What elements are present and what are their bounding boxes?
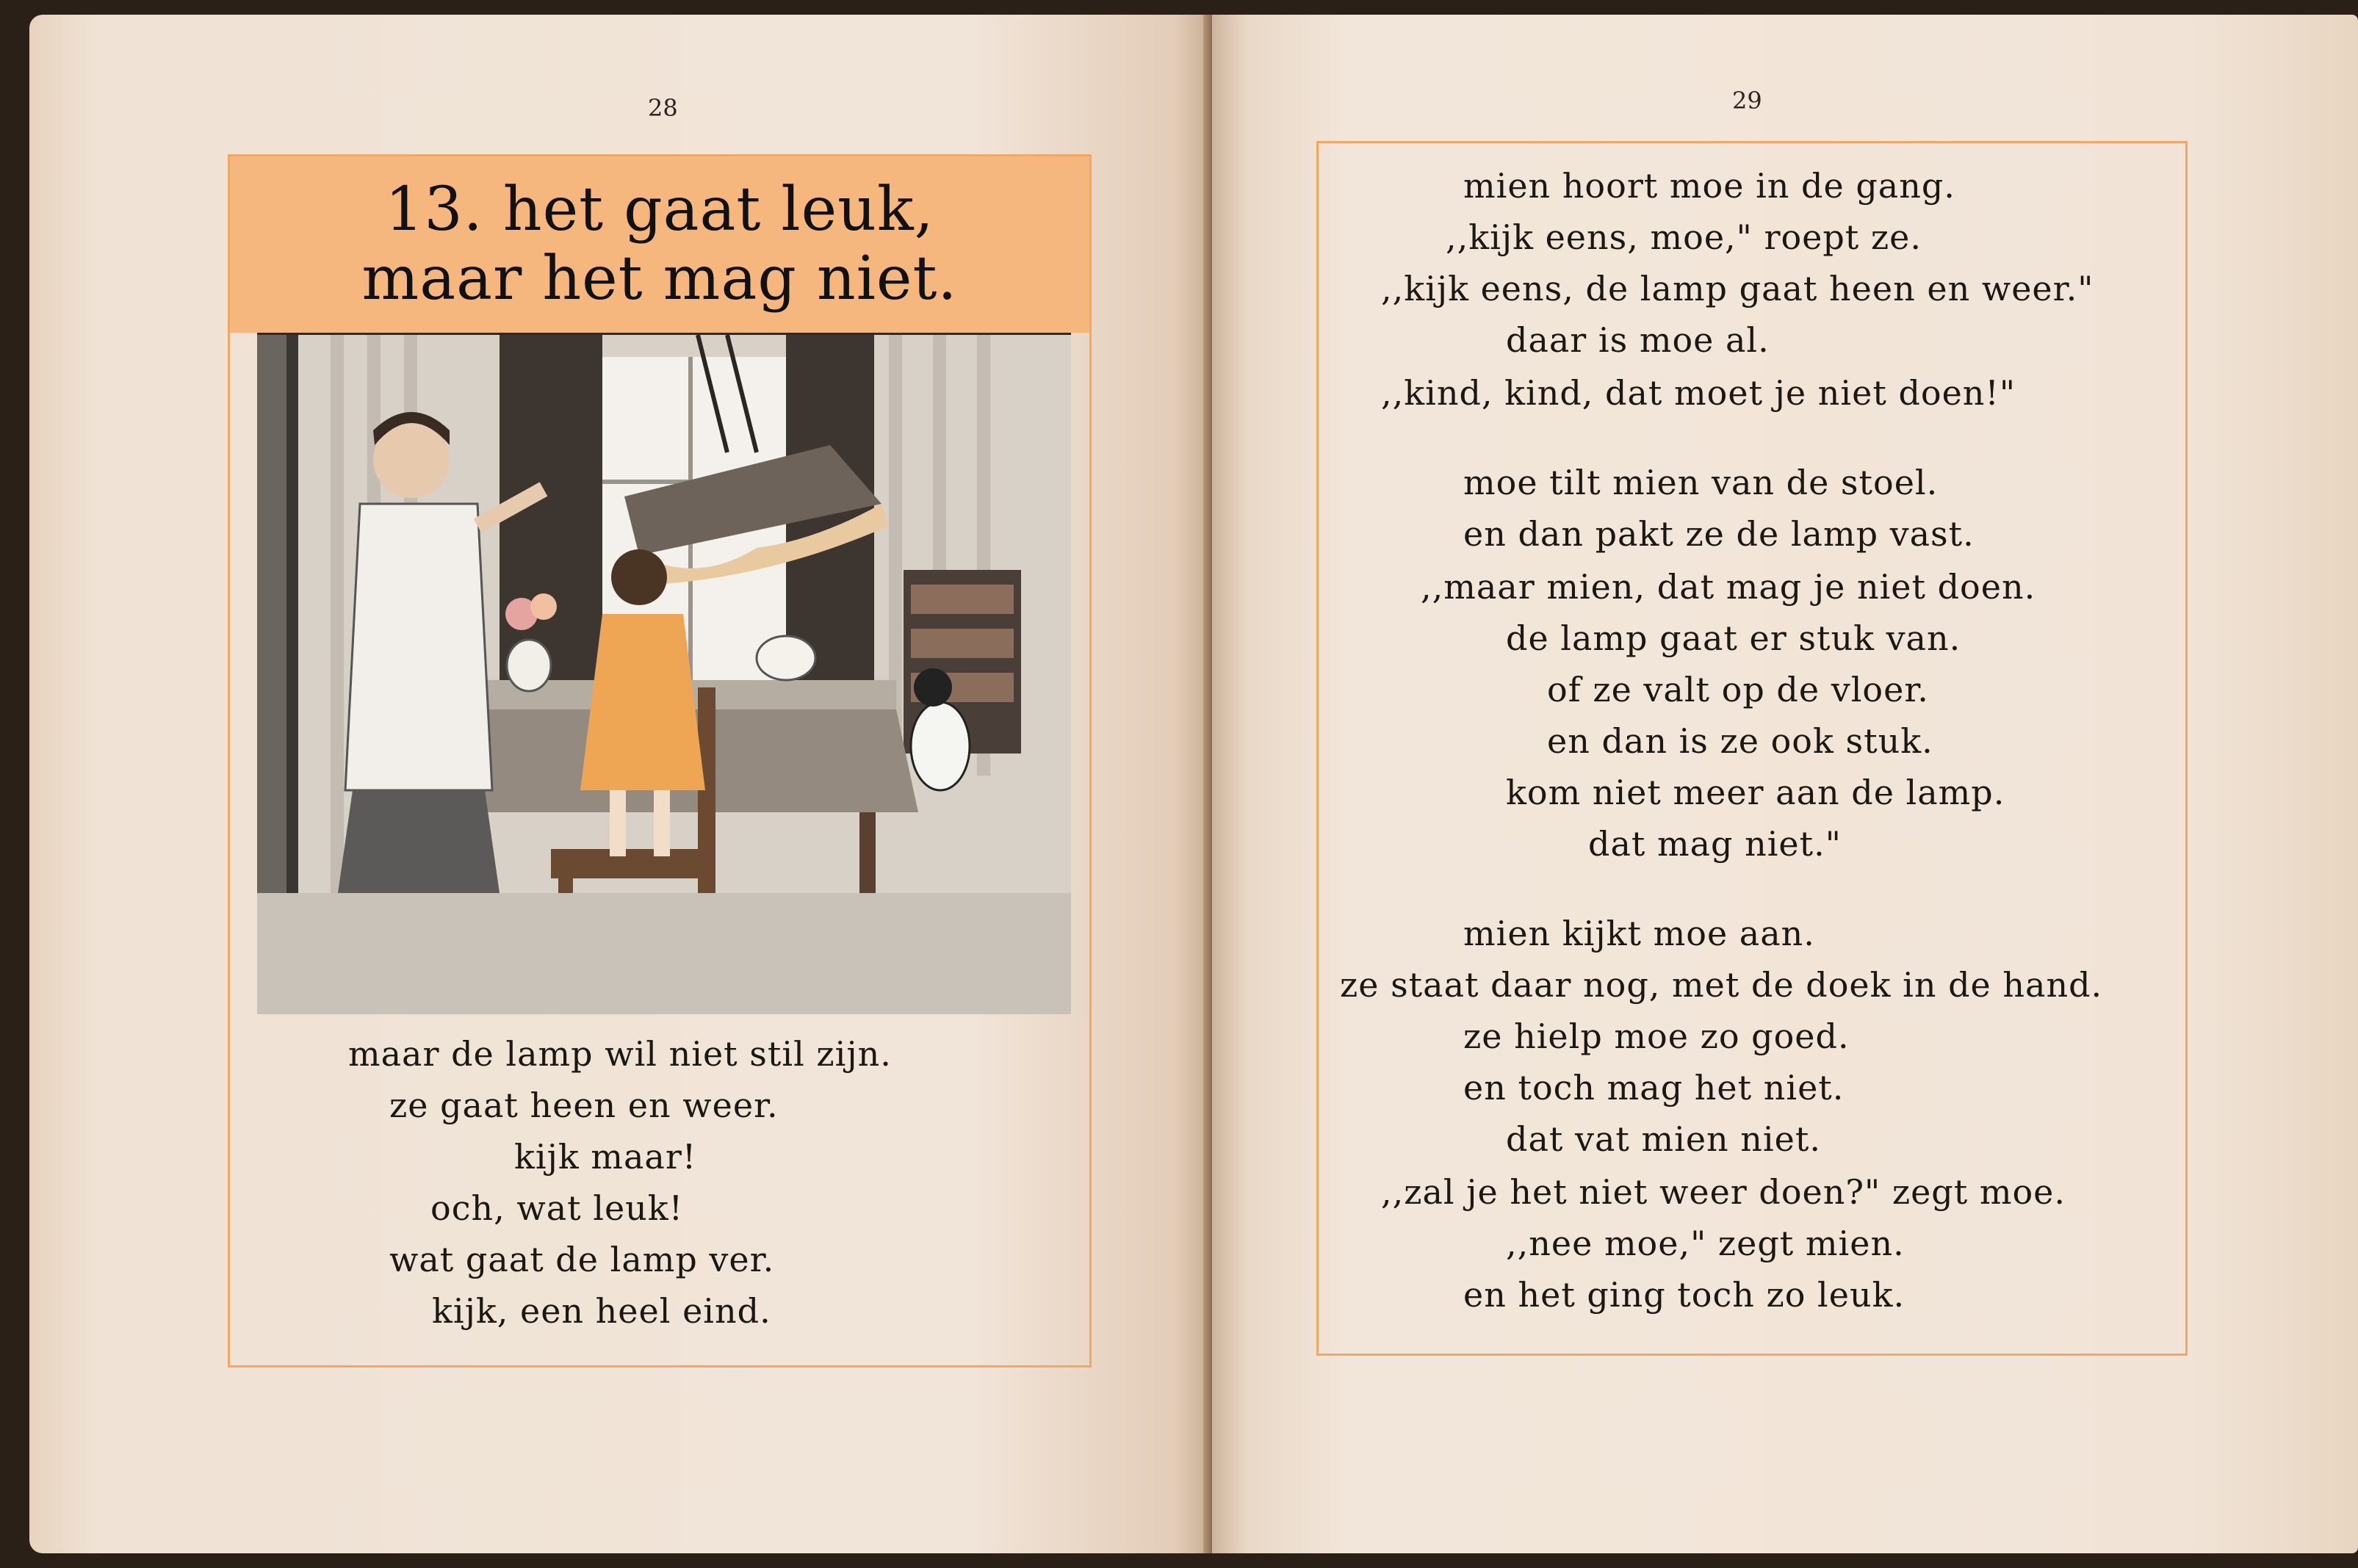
right-line-5: ,,kind, kind, dat moet je niet doen!" — [1381, 373, 2016, 413]
right-line-14: mien kijkt moe aan. — [1463, 914, 1815, 953]
left-line-5: wat gaat de lamp ver. — [389, 1240, 775, 1279]
illustration-drawing — [257, 335, 1071, 1014]
right-line-15: ze staat daar nog, met de doek in de hand. — [1340, 965, 2103, 1005]
right-line-18: dat vat mien niet. — [1506, 1119, 1821, 1159]
right-line-1: mien hoort moe in de gang. — [1463, 166, 1955, 206]
right-line-10: of ze valt op de vloer. — [1547, 670, 1929, 709]
right-line-17: en toch mag het niet. — [1463, 1068, 1845, 1108]
chapter-title-line-1: 13. het gaat leuk, — [385, 175, 934, 245]
left-line-4: och, wat leuk! — [430, 1188, 684, 1228]
right-line-20: ,,nee moe," zegt mien. — [1506, 1224, 1905, 1263]
right-line-4: daar is moe al. — [1506, 320, 1770, 360]
left-page-number: 28 — [648, 94, 678, 122]
right-line-11: en dan is ze ook stuk. — [1547, 721, 1933, 761]
right-line-9: de lamp gaat er stuk van. — [1506, 618, 1961, 658]
left-line-3: kijk maar! — [514, 1137, 697, 1177]
left-line-6: kijk, een heel eind. — [432, 1291, 771, 1331]
right-line-3: ,,kijk eens, de lamp gaat heen en weer." — [1381, 269, 2094, 308]
right-line-2: ,,kijk eens, moe," roept ze. — [1446, 217, 1922, 257]
left-line-1: maar de lamp wil niet stil zijn. — [348, 1034, 892, 1074]
left-line-2: ze gaat heen en weer. — [389, 1085, 779, 1125]
right-page-number: 29 — [1732, 87, 1762, 115]
chapter-title-band — [230, 156, 1089, 333]
right-line-6: moe tilt mien van de stoel. — [1463, 463, 1939, 502]
right-line-7: en dan pakt ze de lamp vast. — [1463, 514, 1975, 554]
right-line-21: en het ging toch zo leuk. — [1463, 1275, 1905, 1315]
right-line-8: ,,maar mien, dat mag je niet doen. — [1421, 567, 2036, 607]
right-line-12: kom niet meer aan de lamp. — [1506, 773, 2005, 812]
right-line-13: dat mag niet." — [1588, 824, 1842, 864]
chapter-title-line-2: maar het mag niet. — [361, 244, 958, 314]
right-line-19: ,,zal je het niet weer doen?" zegt moe. — [1381, 1172, 2066, 1212]
right-line-16: ze hielp moe zo goed. — [1463, 1016, 1850, 1056]
story-illustration — [257, 333, 1071, 1014]
